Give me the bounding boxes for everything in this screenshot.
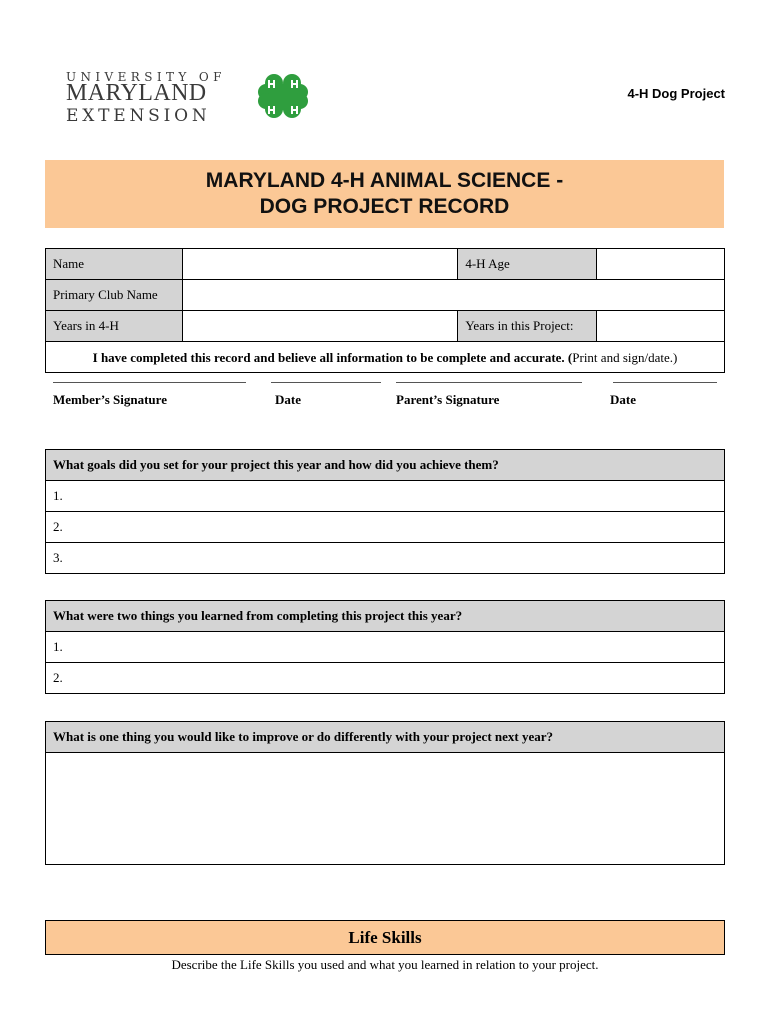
date1-line[interactable] [271, 382, 381, 383]
goals-item-3[interactable]: 3. [46, 543, 725, 574]
age-label: 4-H Age [458, 249, 597, 280]
logo-line-extension: EXTENSION [66, 106, 211, 126]
parent-signature-label: Parent’s Signature [396, 392, 500, 407]
date2-line[interactable] [613, 382, 717, 383]
learned-item-2[interactable]: 2. [46, 663, 725, 694]
certification-normal: Print and sign/date.) [572, 350, 678, 365]
learned-item-1[interactable]: 1. [46, 632, 725, 663]
years-4h-field[interactable] [182, 311, 458, 342]
member-signature-label: Member’s Signature [53, 392, 167, 407]
learned-table [45, 600, 725, 694]
title-line1: MARYLAND 4-H ANIMAL SCIENCE - [205, 169, 564, 192]
age-field[interactable] [597, 249, 725, 280]
page-title [45, 160, 724, 228]
logo-line-university: UNIVERSITY OF [66, 70, 226, 84]
learned-question: What were two things you learned from completing this project this year? [46, 601, 725, 632]
years-project-field[interactable] [597, 311, 725, 342]
club-label: Primary Club Name [46, 280, 183, 311]
improve-table [45, 721, 725, 865]
life-skills-description: Describe the Life Skills you used and what you learned in relation to your project. [171, 957, 599, 972]
name-field[interactable] [182, 249, 458, 280]
parent-signature-line[interactable] [396, 382, 582, 383]
goals-question: What goals did you set for your project this year and how did you achieve them? [46, 450, 725, 481]
four-h-clover-icon [255, 70, 311, 126]
years-project-label: Years in this Project: [458, 311, 597, 342]
member-signature-line[interactable] [53, 382, 246, 383]
name-label: Name [46, 249, 183, 280]
improve-question: What is one thing you would like to improve or do differently with your project next year? [46, 722, 725, 753]
improve-answer-field[interactable] [46, 753, 725, 865]
logo-line-maryland: MARYLAND [66, 80, 207, 106]
date1-label: Date [275, 392, 301, 407]
title-line2: DOG PROJECT RECORD [259, 195, 510, 218]
club-field[interactable] [182, 280, 724, 311]
certification-text [46, 350, 724, 366]
goals-item-2[interactable]: 2. [46, 512, 725, 543]
goals-table [45, 449, 725, 574]
project-label: 4-H Dog Project [627, 86, 725, 101]
certification-bold: I have completed this record and believe all information to be complete and accurate. ( [92, 350, 573, 365]
goals-item-1[interactable]: 1. [46, 481, 725, 512]
years-4h-label: Years in 4-H [46, 311, 183, 342]
date2-label: Date [610, 392, 636, 407]
certification-block [46, 342, 725, 407]
member-info-table [45, 248, 725, 407]
life-skills-heading: Life Skills [45, 920, 725, 955]
